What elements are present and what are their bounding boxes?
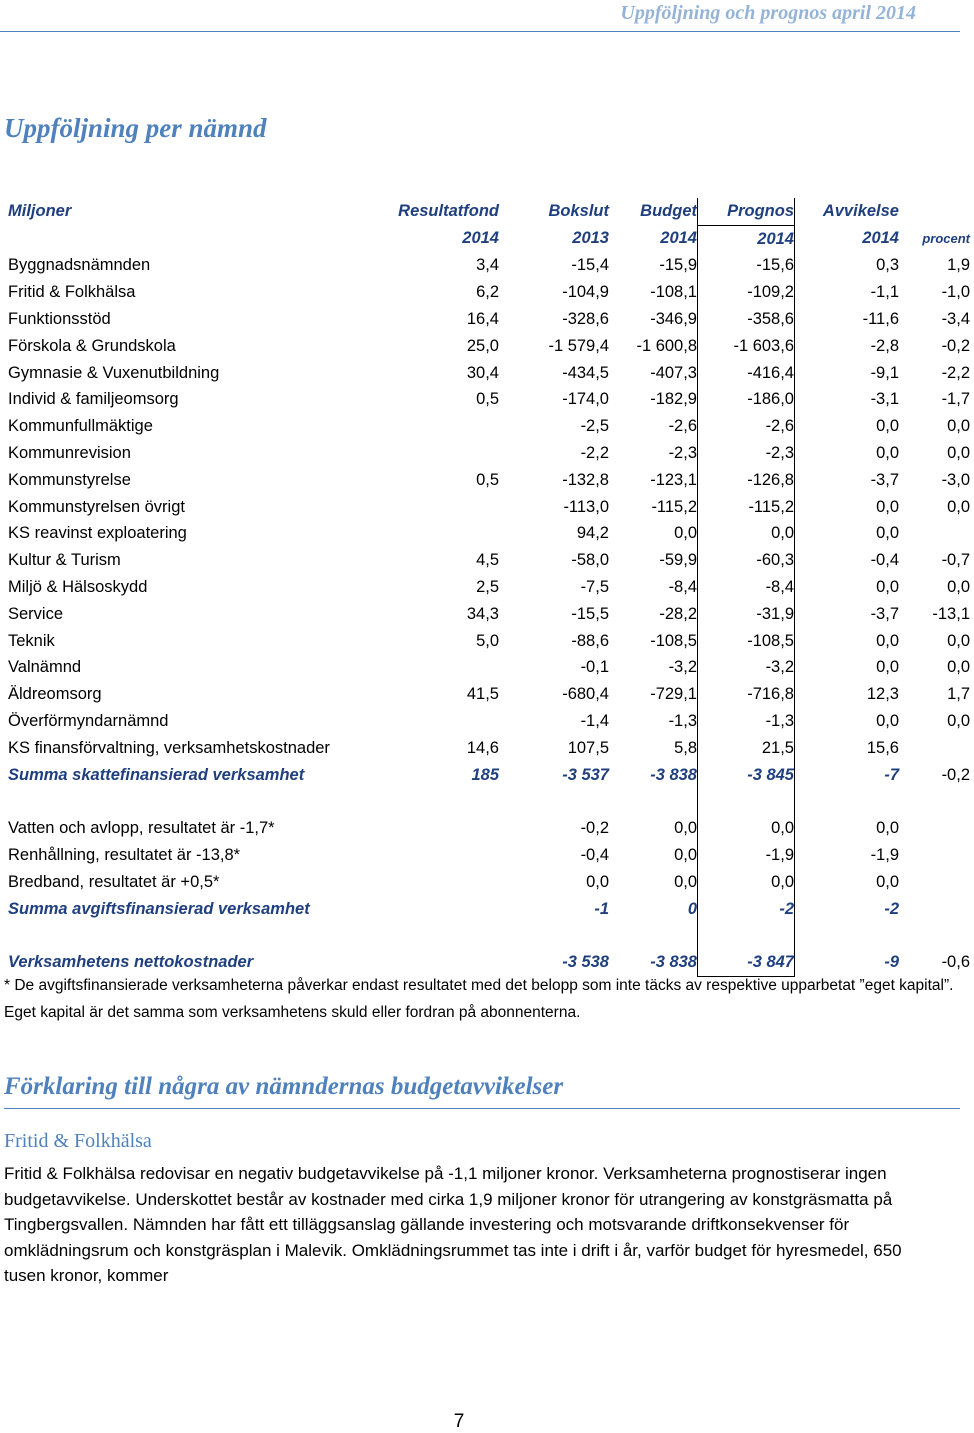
table-cell: 2014 xyxy=(660,229,697,248)
table-cell: -2,3 xyxy=(668,444,697,463)
table-cell: -434,5 xyxy=(562,363,609,382)
table-cell: Summa avgiftsfinansierad verksamhet xyxy=(8,899,310,918)
table-cell: 0,0 xyxy=(674,524,697,543)
table-cell: Kommunrevision xyxy=(8,444,131,463)
table-cell: 1,9 xyxy=(947,256,970,275)
table-cell: KS reavinst exploatering xyxy=(8,524,187,543)
table-cell: -108,5 xyxy=(650,631,697,650)
page-number: 7 xyxy=(453,1411,465,1432)
table-cell xyxy=(899,896,974,923)
table-cell: 0,0 xyxy=(698,869,795,896)
table-cell: 34,3 xyxy=(466,604,499,623)
table-cell: 0,0 xyxy=(876,444,899,463)
table-cell: -3,7 xyxy=(870,470,899,489)
table-cell: Kommunstyrelse xyxy=(8,470,131,489)
table-cell: -358,6 xyxy=(698,306,795,333)
table-cell: 0,3 xyxy=(876,256,899,275)
footnote: * De avgiftsfinansierade verksamheterna påverkar endast resultatet med det belopp som inte täcks av respektive upparbetat ”eget kapital”. Eget kapital är det samma som verksamhetens skuld eller fordran på abonnenterna. xyxy=(4,977,954,1021)
table-cell: 0,0 xyxy=(586,872,609,891)
table-row xyxy=(0,601,974,628)
table-cell: -123,1 xyxy=(650,470,697,489)
table-cell xyxy=(899,869,974,896)
running-header: Uppföljning och prognos april 2014 xyxy=(620,2,916,24)
table-cell: Prognos xyxy=(698,198,795,225)
section-rule xyxy=(4,1108,960,1109)
table-row xyxy=(0,413,974,440)
table-cell: Budget xyxy=(640,202,697,221)
table-cell: -680,4 xyxy=(562,685,609,704)
budget-table xyxy=(0,198,974,977)
table-cell: -11,6 xyxy=(862,310,899,329)
table-cell: -109,2 xyxy=(698,279,795,306)
table-cell: -716,8 xyxy=(698,681,795,708)
table-cell: -729,1 xyxy=(650,685,697,704)
table-cell: Miljö & Hälsoskydd xyxy=(8,578,148,597)
table-cell: -3 537 xyxy=(562,765,609,784)
table-row xyxy=(0,708,974,735)
table-cell xyxy=(383,655,499,682)
table-header-row xyxy=(0,198,974,225)
table-cell: 0,0 xyxy=(674,846,697,865)
table-row xyxy=(0,574,974,601)
table-cell: -1 600,8 xyxy=(636,336,697,355)
table-cell: -2,2 xyxy=(580,444,609,463)
table-cell: Service xyxy=(8,604,64,623)
table-cell: 6,2 xyxy=(476,283,499,302)
table-cell: 30,4 xyxy=(466,363,499,382)
table-cell xyxy=(383,869,499,896)
table-cell: -0,6 xyxy=(941,953,970,972)
table-row xyxy=(0,333,974,360)
table-cell: 0,5 xyxy=(476,470,499,489)
table-cell: 0,0 xyxy=(876,819,899,838)
table-cell: -328,6 xyxy=(562,310,609,329)
table-cell: -28,2 xyxy=(659,604,697,623)
table-cell: -13,1 xyxy=(932,604,970,623)
table-cell xyxy=(0,225,383,252)
table-cell: 0,0 xyxy=(674,819,697,838)
table-cell xyxy=(899,735,974,762)
table-cell: -2,8 xyxy=(870,336,899,355)
table-cell xyxy=(383,413,499,440)
table-cell: -2,6 xyxy=(668,417,697,436)
table-cell: -182,9 xyxy=(650,390,697,409)
summary-row xyxy=(0,762,974,789)
table-cell: -1,4 xyxy=(580,712,609,731)
table-cell: Teknik xyxy=(8,631,55,650)
table-cell: 0,0 xyxy=(876,658,899,677)
table-cell: Bredband, resultatet är +0,5* xyxy=(8,872,220,891)
table-cell: -1,0 xyxy=(941,283,970,302)
table-cell: 2014 xyxy=(862,229,899,248)
table-cell: -9 xyxy=(884,953,899,972)
table-cell: -1,1 xyxy=(870,283,899,302)
table-cell: Byggnadsnämnden xyxy=(8,256,151,275)
table-cell: -60,3 xyxy=(698,547,795,574)
table-cell: -1 xyxy=(594,899,609,918)
table-cell: Förskola & Grundskola xyxy=(8,336,176,355)
table-subheader-row xyxy=(0,225,974,252)
table-cell: -58,0 xyxy=(571,551,609,570)
table-cell: -3 538 xyxy=(562,953,609,972)
table-cell: 0,0 xyxy=(876,872,899,891)
table-cell: 0,0 xyxy=(876,631,899,650)
table-cell: 94,2 xyxy=(576,524,609,543)
table-cell: -2,2 xyxy=(941,363,970,382)
table-cell: -115,2 xyxy=(651,497,697,516)
table-row xyxy=(0,547,974,574)
table-cell: Bokslut xyxy=(548,202,609,221)
table-cell: -346,9 xyxy=(650,310,697,329)
table-row xyxy=(0,279,974,306)
table-cell: Kommunstyrelsen övrigt xyxy=(8,497,185,516)
table-cell: 0 xyxy=(687,899,697,918)
table-cell: -8,4 xyxy=(698,574,795,601)
table-cell xyxy=(383,521,499,548)
table-cell: 0,0 xyxy=(876,417,899,436)
table-cell xyxy=(899,521,974,548)
table-cell: -88,6 xyxy=(571,631,609,650)
body-paragraph: Fritid & Folkhälsa redovisar en negativ budgetavvikelse på -1,1 miljoner kronor. Verksamheterna prognostiserar ingen budgetavvikelse. Underskottet består av kostnader med cirka 1,9 miljoner kronor för utrangering av konstgräsmatta på Tingbergsvallen. Nämnden har fått ett tilläggsanslag gällande investering och motsvarande driftkonsekvenser för omklädningsrum och konstgräsplan i Malevik. Omklädningsrummet tas inte i drift i år, varför budget för hyresmedel, 650 tusen kronor, kommer xyxy=(4,1164,902,1286)
table-cell: 2,5 xyxy=(476,578,499,597)
table-cell: -186,0 xyxy=(698,387,795,414)
table-cell: 5,0 xyxy=(476,631,499,650)
table-cell: 0,0 xyxy=(876,524,899,543)
table-cell: 0,0 xyxy=(947,497,970,516)
table-cell: -15,6 xyxy=(698,253,795,280)
table-cell: -113,0 xyxy=(563,497,609,516)
table-cell: Kommunfullmäktige xyxy=(8,417,153,436)
table-row xyxy=(0,735,974,762)
table-row xyxy=(0,467,974,494)
table-cell: Äldreomsorg xyxy=(8,685,102,704)
table-cell: -0,2 xyxy=(941,765,970,784)
table-row xyxy=(0,440,974,467)
table-cell: Överförmyndarnämnd xyxy=(8,712,169,731)
spacer-row xyxy=(0,923,974,950)
table-cell: 0,0 xyxy=(947,631,970,650)
table-cell: Kultur & Turism xyxy=(8,551,121,570)
table-cell: -1,9 xyxy=(870,846,899,865)
table-cell: -1 603,6 xyxy=(698,333,795,360)
table-cell: -1 579,4 xyxy=(548,336,609,355)
table-cell: Vatten och avlopp, resultatet är -1,7* xyxy=(8,819,275,838)
table-cell: -108,1 xyxy=(650,283,697,302)
table-cell: procent xyxy=(922,231,970,247)
table-cell: 2014 xyxy=(698,225,795,252)
table-cell: -1,9 xyxy=(698,842,795,869)
table-row xyxy=(0,681,974,708)
table-cell: Resultatfond xyxy=(398,202,499,221)
table-cell: -9,1 xyxy=(870,363,899,382)
table-cell: -2,6 xyxy=(698,413,795,440)
table-cell: -59,9 xyxy=(659,551,697,570)
table-cell: -108,5 xyxy=(698,628,795,655)
table-cell: -0,7 xyxy=(941,551,970,570)
table-cell: -174,0 xyxy=(562,390,609,409)
table-cell xyxy=(899,815,974,842)
table-cell: 15,6 xyxy=(866,738,899,757)
table-cell: 0,0 xyxy=(876,712,899,731)
table-cell: 0,0 xyxy=(674,872,697,891)
table-cell: 0,0 xyxy=(876,497,899,516)
table-cell xyxy=(383,440,499,467)
table-cell: -3 838 xyxy=(650,765,697,784)
table-cell xyxy=(899,842,974,869)
table-cell: 5,8 xyxy=(674,738,697,757)
page-heading: Uppföljning per nämnd xyxy=(4,113,267,143)
table-cell: -7 xyxy=(884,765,899,784)
table-cell: -1,7 xyxy=(941,390,970,409)
table-cell: -0,1 xyxy=(580,658,609,677)
table-cell: 185 xyxy=(471,765,499,784)
table-cell: -3 847 xyxy=(698,949,795,976)
table-cell: -3,1 xyxy=(870,390,899,409)
table-cell: -8,4 xyxy=(668,578,697,597)
table-row xyxy=(0,360,974,387)
table-cell: 0,0 xyxy=(947,658,970,677)
table-row xyxy=(0,869,974,896)
table-row xyxy=(0,494,974,521)
table-cell: -407,3 xyxy=(650,363,697,382)
table-cell xyxy=(383,896,499,923)
table-row xyxy=(0,815,974,842)
table-row xyxy=(0,387,974,414)
table-cell: Verksamhetens nettokostnader xyxy=(8,953,254,972)
table-cell: KS finansförvaltning, verksamhetskostnader xyxy=(8,738,330,757)
table-cell: Summa skattefinansierad verksamhet xyxy=(8,765,305,784)
table-row xyxy=(0,655,974,682)
table-cell: 3,4 xyxy=(476,256,499,275)
table-cell: -0,4 xyxy=(870,551,899,570)
table-cell: -2,3 xyxy=(698,440,795,467)
table-cell: -2,5 xyxy=(580,417,609,436)
table-cell: -3,7 xyxy=(870,604,899,623)
table-cell: 0,0 xyxy=(947,712,970,731)
table-cell: Individ & familjeomsorg xyxy=(8,390,179,409)
table-cell: 12,3 xyxy=(866,685,899,704)
table-cell: -3 845 xyxy=(698,762,795,789)
table-cell: Gymnasie & Vuxenutbildning xyxy=(8,363,220,382)
table-cell: -0,4 xyxy=(580,846,609,865)
table-cell: -2 xyxy=(884,899,899,918)
table-cell: 0,0 xyxy=(947,578,970,597)
table-row xyxy=(0,521,974,548)
table-cell: -15,4 xyxy=(571,256,609,275)
subsection-heading: Fritid & Folkhälsa xyxy=(4,1130,152,1152)
table-cell: -3,4 xyxy=(941,310,970,329)
table-cell: -3,2 xyxy=(698,655,795,682)
table-cell: -132,8 xyxy=(562,470,609,489)
table-cell: 25,0 xyxy=(466,336,499,355)
header-rule xyxy=(0,31,960,32)
section-heading: Förklaring till några av nämndernas budgetavvikelser xyxy=(4,1073,564,1100)
table-cell: 0,5 xyxy=(476,390,499,409)
table-cell: -7,5 xyxy=(580,578,609,597)
table-cell: -3,0 xyxy=(941,470,970,489)
table-cell: 0,0 xyxy=(876,578,899,597)
table-cell xyxy=(899,198,974,225)
table-cell: -104,9 xyxy=(562,283,609,302)
table-cell: -15,9 xyxy=(659,256,697,275)
table-cell xyxy=(383,815,499,842)
table-cell: 4,5 xyxy=(476,551,499,570)
table-cell: -3 838 xyxy=(650,953,697,972)
table-cell: Funktionsstöd xyxy=(8,310,111,329)
table-cell xyxy=(383,708,499,735)
table-row xyxy=(0,253,974,280)
table-cell: 0,0 xyxy=(698,815,795,842)
summary-row xyxy=(0,896,974,923)
table-cell: -115,2 xyxy=(698,494,795,521)
table-cell: Valnämnd xyxy=(8,658,82,677)
table-cell: 21,5 xyxy=(698,735,795,762)
table-cell: 0,0 xyxy=(698,521,795,548)
table-cell: 107,5 xyxy=(567,738,609,757)
table-cell: -416,4 xyxy=(698,360,795,387)
table-cell: -1,3 xyxy=(668,712,697,731)
table-cell: 16,4 xyxy=(466,310,499,329)
table-row xyxy=(0,306,974,333)
table-cell: -126,8 xyxy=(698,467,795,494)
table-cell: Fritid & Folkhälsa xyxy=(8,283,136,302)
table-cell: 41,5 xyxy=(466,685,499,704)
table-cell: 1,7 xyxy=(947,685,970,704)
table-cell: -0,2 xyxy=(580,819,609,838)
table-row xyxy=(0,628,974,655)
table-cell: 0,0 xyxy=(947,417,970,436)
table-cell: -3,2 xyxy=(668,658,697,677)
table-cell: -1,3 xyxy=(698,708,795,735)
spacer-row xyxy=(0,789,974,816)
table-cell: 2014 xyxy=(462,229,499,248)
table-cell: Avvikelse xyxy=(822,202,899,221)
table-cell xyxy=(383,494,499,521)
table-cell: -0,2 xyxy=(941,336,970,355)
table-cell: 2013 xyxy=(572,229,609,248)
table-cell: -31,9 xyxy=(698,601,795,628)
table-cell: 0,0 xyxy=(947,444,970,463)
table-cell xyxy=(383,842,499,869)
table-cell: Miljoner xyxy=(8,202,72,221)
table-row xyxy=(0,842,974,869)
table-cell: 14,6 xyxy=(466,738,499,757)
table-cell: -2 xyxy=(698,896,795,923)
table-cell: Renhållning, resultatet är -13,8* xyxy=(8,846,241,865)
table-cell: -15,5 xyxy=(571,604,609,623)
